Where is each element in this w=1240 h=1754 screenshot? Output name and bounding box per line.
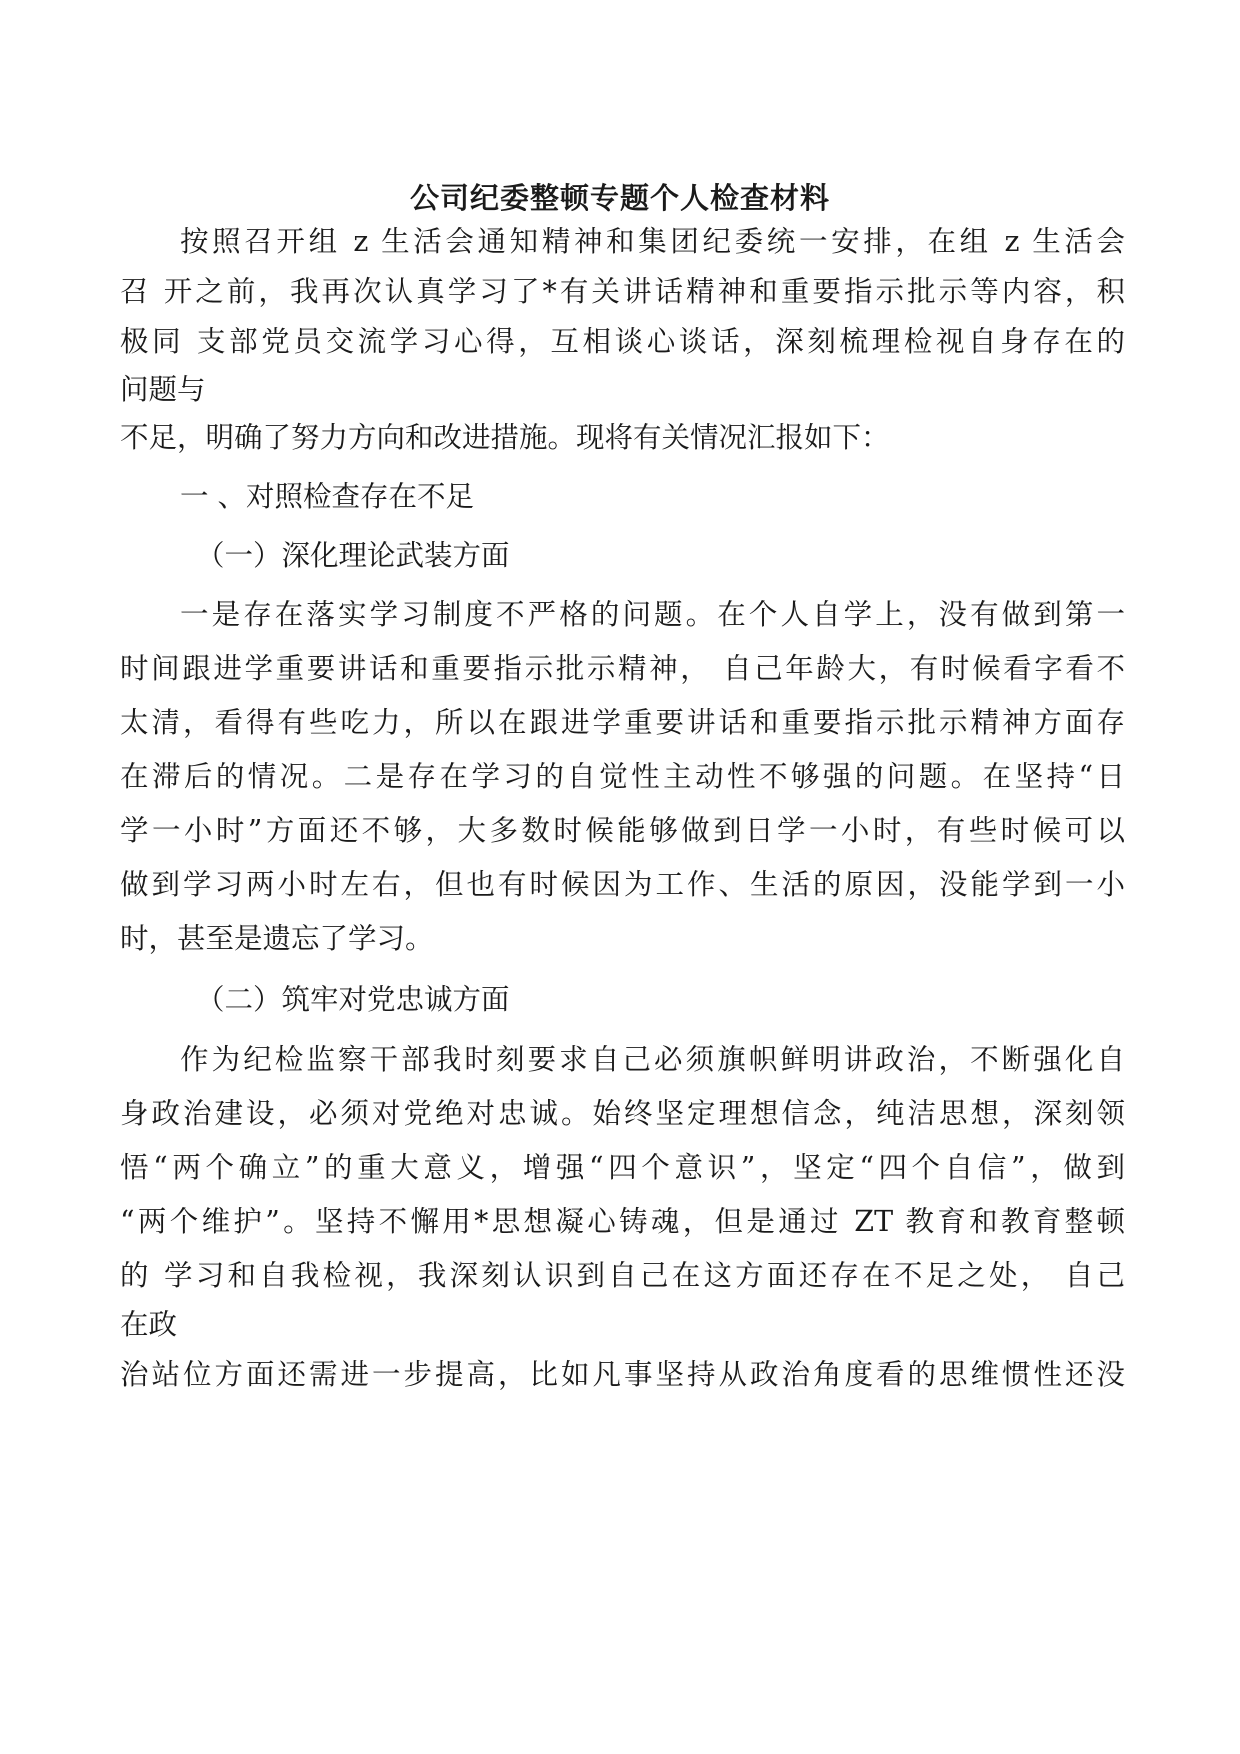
paragraph-line: 一是存在落实学习制度不严格的问题。在个人自学上，没有做到第一 [180,598,1125,631]
paragraph-line: 问题与 [120,373,206,406]
paragraph-line: 学一小时”方面还不够，大多数时候能够做到日学一小时，有些时候可以 [120,814,1125,847]
document-title: 公司纪委整顿专题个人检查材料 [409,181,830,215]
paragraph-line: 不足，明确了努力方向和改进措施。现将有关情况汇报如下： [120,421,890,454]
paragraph-line: 在滞后的情况。二是存在学习的自觉性主动性不够强的问题。在坚持“日 [120,760,1125,793]
paragraph-line: 时间跟进学重要讲话和重要指示批示精神， 自己年龄大，有时候看字看不 [120,652,1125,685]
subsection-heading: （一）深化理论武装方面 [196,539,510,572]
paragraph-line: 做到学习两小时左右，但也有时候因为工作、生活的原因，没能学到一小 [120,868,1125,901]
paragraph-line: 的 学习和自我检视，我深刻认识到自己在这方面还存在不足之处， 自己 [120,1259,1125,1292]
paragraph-line: 作为纪检监察干部我时刻要求自己必须旗帜鲜明讲政治，不断强化自 [180,1043,1125,1076]
section-heading: 一 、对照检查存在不足 [180,480,475,513]
paragraph-line: 太清，看得有些吃力，所以在跟进学重要讲话和重要指示批示精神方面存 [120,706,1125,739]
paragraph-line: 悟“两个确立”的重大意义，增强“四个意识”，坚定“四个自信”，做到 [120,1151,1125,1184]
paragraph-line: 身政治建设，必须对党绝对忠诚。始终坚定理想信念，纯洁思想，深刻领 [120,1097,1125,1130]
subsection-heading: （二）筑牢对党忠诚方面 [196,983,510,1016]
paragraph-line: 治站位方面还需进一步提高，比如凡事坚持从政治角度看的思维惯性还没 [120,1358,1125,1391]
paragraph-line: 时，甚至是遗忘了学习。 [120,922,434,955]
paragraph-line: 按照召开组 z 生活会通知精神和集团纪委统一安排，在组 z 生活会 [180,225,1125,258]
paragraph-line: 极同 支部党员交流学习心得，互相谈心谈话，深刻梳理检视自身存在的 [120,325,1125,358]
paragraph-line: 在政 [120,1308,178,1341]
paragraph-line: 召 开之前，我再次认真学习了*有关讲话精神和重要指示批示等内容，积 [120,275,1125,308]
paragraph-line: “两个维护”。坚持不懈用*思想凝心铸魂，但是通过 ZT 教育和教育整顿 [120,1205,1125,1238]
